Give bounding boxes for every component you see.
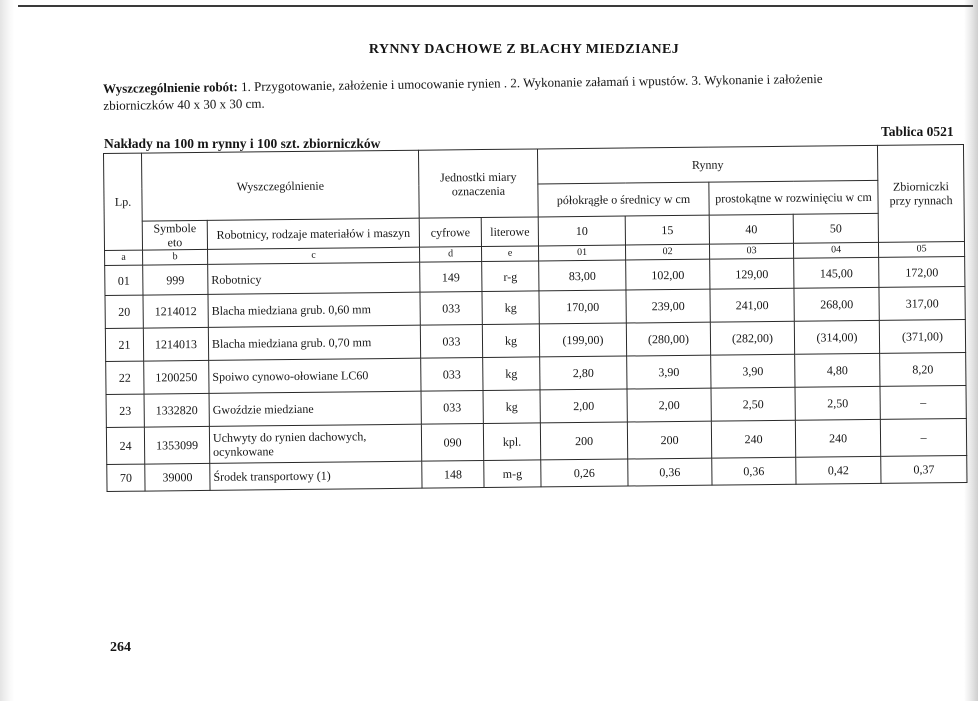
cell-value: 170,00 [539,290,626,324]
table-subtitle: Nakłady na 100 m rynny i 100 szt. zbiorniczków [104,136,381,151]
cell-name: Spoiwo cynowo-ołowiane LC60 [209,358,421,393]
cell-value: 317,00 [879,286,965,320]
cell-value: 2,50 [795,386,880,420]
cell-value: (199,00) [539,323,626,357]
top-rule [18,5,973,7]
cell-value: (314,00) [794,320,879,354]
header-spec: Wyszczególnienie [142,150,420,221]
code-cell: 02 [626,244,710,260]
cell-value: 241,00 [710,288,794,322]
cell-value: 200 [627,421,711,459]
header-symbole: Symbole eto [142,220,207,250]
cell-unit-num: 090 [421,424,483,462]
code-cell: 03 [710,243,794,259]
cell-symbol: 1214013 [143,327,208,361]
description-line2: zbiorniczków 40 x 30 x 30 cm. [103,95,265,113]
cell-name: Gwoździe miedziane [209,391,421,426]
cell-unit-num: 033 [420,325,482,359]
cell-value: 8,20 [880,352,966,386]
cell-unit-text: kpl. [483,423,540,461]
cell-value: – [880,418,966,456]
cell-value: – [880,385,966,419]
header-d15: 15 [625,215,709,245]
header-zbiorniczki: Zbiorniczki przy rynnach [878,144,965,242]
header-literowe: literowe [481,217,538,247]
code-cell: e [482,246,539,262]
code-cell: d [420,247,482,263]
cell-value: (371,00) [879,319,965,353]
header-prostokatne: prostokątne w rozwinięciu w cm [709,180,878,215]
cell-lp: 23 [106,394,144,427]
cell-unit-text: kg [483,357,540,391]
header-cyfrowe: cyfrowe [419,218,481,248]
description-label: Wyszczególnienie robót: [103,79,238,96]
cell-value: 172,00 [879,256,965,287]
code-cell: b [143,249,208,265]
cell-symbol: 1214012 [143,294,208,328]
cell-value: 129,00 [710,258,794,289]
header-d50: 50 [793,213,878,243]
header-d40: 40 [709,214,793,244]
header-units: Jednostki miary oznaczenia [419,149,539,218]
cell-name: Uchwyty do rynien dachowych, ocynkowane [209,424,421,463]
cell-value: 102,00 [626,259,710,290]
code-cell: 04 [793,242,878,258]
cell-lp: 01 [105,265,143,295]
header-polokragle: półokrągłe o średnicy w cm [538,182,709,217]
header-robotnicy-rodzaje: Robotnicy, rodzaje materiałów i maszyn [207,218,419,249]
code-cell: 05 [879,241,965,257]
cell-name: Blacha miedziana grub. 0,60 mm [208,292,420,327]
cell-name: Środek transportowy (1) [210,461,422,490]
cell-value: 2,00 [540,389,627,423]
cell-lp: 21 [105,328,143,361]
cell-value: 2,50 [711,387,795,421]
cell-unit-num: 033 [421,358,483,392]
cell-value: 268,00 [794,287,879,321]
code-cell: a [105,250,143,265]
cell-unit-text: kg [482,291,539,325]
cell-unit-num: 033 [420,292,482,326]
cell-value: 0,26 [541,459,628,487]
cell-value: 200 [540,422,627,460]
cell-value: 0,42 [796,456,881,484]
cell-symbol: 1332820 [144,393,209,427]
header-rynny: Rynny [537,145,877,184]
cell-value: 3,90 [711,354,795,388]
cell-lp: 70 [107,464,145,491]
cell-value: 83,00 [539,260,626,291]
cell-value: 4,80 [795,353,880,387]
cell-value: 239,00 [626,289,710,323]
cell-value: 240 [795,419,880,457]
cell-lp: 20 [105,295,143,328]
table-id: Tablica 0521 [881,124,954,139]
cell-unit-text: kg [483,390,540,424]
cell-value: 2,00 [627,388,711,422]
header-d10: 10 [538,216,625,246]
cell-unit-text: kg [482,324,539,358]
page-left-edge-shadow [0,0,14,701]
code-cell: 01 [539,245,626,261]
cell-unit-num: 033 [421,391,483,425]
cell-value: (282,00) [710,321,794,355]
cell-symbol: 1353099 [144,426,209,464]
cell-unit-num: 148 [422,461,484,489]
page-title: RYNNY DACHOWE Z BLACHY MIEDZIANEJ [368,42,680,57]
cell-value: 0,36 [712,457,796,485]
cell-value: 0,36 [628,458,712,486]
cell-unit-text: r-g [482,261,539,292]
cell-value: 0,37 [881,455,967,483]
description-line1: 1. Przygotowanie, założenie i umocowanie rynien . 2. Wykonanie załamań i wpustów. 3. Wykonanie i założenie [240,70,823,95]
cell-symbol: 999 [143,264,208,295]
cell-unit-num: 149 [420,262,482,293]
cell-name: Robotnicy [208,262,420,294]
cell-value: (280,00) [626,322,710,356]
code-cell: c [208,247,420,264]
norms-table [103,144,968,492]
cell-symbol: 39000 [145,463,210,491]
header-lp: Lp. [104,153,143,250]
cell-value: 240 [711,420,795,458]
cell-value: 145,00 [794,257,879,288]
cell-name: Blacha miedziana grub. 0,70 mm [208,325,420,360]
cell-symbol: 1200250 [144,360,209,394]
cell-value: 3,90 [627,355,711,389]
cell-lp: 24 [106,427,144,464]
page-number: 264 [110,640,131,655]
cell-value: 2,80 [540,356,627,390]
cell-unit-text: m-g [484,460,541,488]
work-description [103,68,973,114]
cell-lp: 22 [106,361,144,394]
